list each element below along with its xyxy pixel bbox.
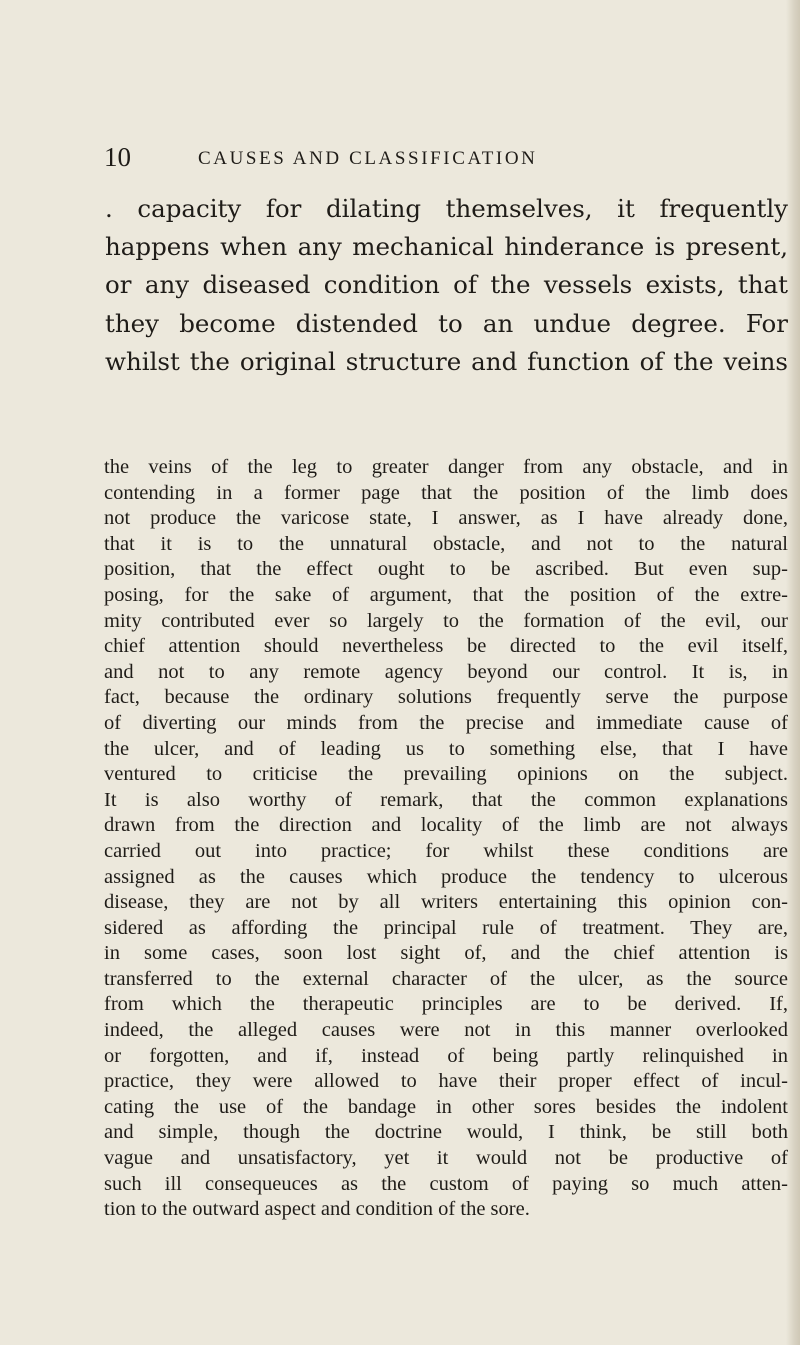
text-line: drawn from the direction and locality of the limb are not always <box>104 814 788 837</box>
page-header <box>104 140 664 174</box>
text-line: or forgotten, and if, instead of being partly relinquished in <box>104 1044 788 1067</box>
text-line: sidered as affording the principal rule of treatment. They are, <box>104 916 788 939</box>
text-line: tion to the outward aspect and condition of the sore. <box>104 1198 530 1221</box>
text-line: practice, they were allowed to have their proper effect of incul- <box>104 1070 788 1093</box>
text-line: ventured to criticise the prevailing opinions on the subject. <box>104 763 788 786</box>
text-line: transferred to the external character of the ulcer, as the source <box>104 967 788 990</box>
page-edge-shadow <box>786 0 800 1345</box>
text-line: carried out into practice; for whilst these conditions are <box>104 839 788 862</box>
text-line: . capacity for dilating themselves, it frequently <box>105 194 788 223</box>
text-line: disease, they are not by all writers entertaining this opinion con- <box>104 891 788 914</box>
text-line: in some cases, soon lost sight of, and the chief attention is <box>104 942 788 965</box>
text-line: and not to any remote agency beyond our control. It is, in <box>104 660 788 683</box>
text-line: from which the therapeutic principles are to be derived. If, <box>104 993 788 1016</box>
text-line: vague and unsatisfactory, yet it would not be productive of <box>104 1147 788 1170</box>
text-line: and simple, though the doctrine would, I think, be still both <box>104 1121 788 1144</box>
text-line: whilst the original structure and function of the veins <box>105 346 788 376</box>
text-line: posing, for the sake of argument, that the position of the extre- <box>104 583 788 606</box>
text-line: It is also worthy of remark, that the common explanations <box>104 788 788 811</box>
text-line: mity contributed ever so largely to the formation of the evil, our <box>104 609 788 632</box>
text-line: position, that the effect ought to be ascribed. But even sup- <box>104 558 788 581</box>
text-line: the veins of the leg to greater danger from any obstacle, and in <box>104 456 788 478</box>
text-line: they become distended to an undue degree. For <box>105 308 788 338</box>
text-line: that it is to the unnatural obstacle, and not to the natural <box>104 532 788 555</box>
body-paragraph <box>104 455 788 1223</box>
running-title: CAUSES AND CLASSIFICATION <box>198 148 538 169</box>
text-line: assigned as the causes which produce the tendency to ulcerous <box>104 865 788 888</box>
text-line: not produce the varicose state, I answer, as I have already done, <box>104 507 788 530</box>
text-line: chief attention should nevertheless be directed to the evil itself, <box>104 635 788 658</box>
text-line: happens when any mechanical hinderance is present, <box>105 232 788 262</box>
text-line: of diverting our minds from the precise and immediate cause of <box>104 711 788 734</box>
large-type-paragraph <box>105 190 788 381</box>
text-line: the ulcer, and of leading us to something else, that I have <box>104 737 788 760</box>
text-line: contending in a former page that the position of the limb does <box>104 481 788 504</box>
text-line: fact, because the ordinary solutions frequently serve the purpose <box>104 686 788 709</box>
text-line: indeed, the alleged causes were not in this manner overlooked <box>104 1019 788 1042</box>
text-line: such ill consequeuces as the custom of paying so much atten- <box>104 1172 788 1195</box>
page-number: 10 <box>104 142 131 172</box>
text-line: cating the use of the bandage in other sores besides the indolent <box>104 1095 788 1118</box>
text-line: or any diseased condition of the vessels exists, that <box>105 270 788 300</box>
